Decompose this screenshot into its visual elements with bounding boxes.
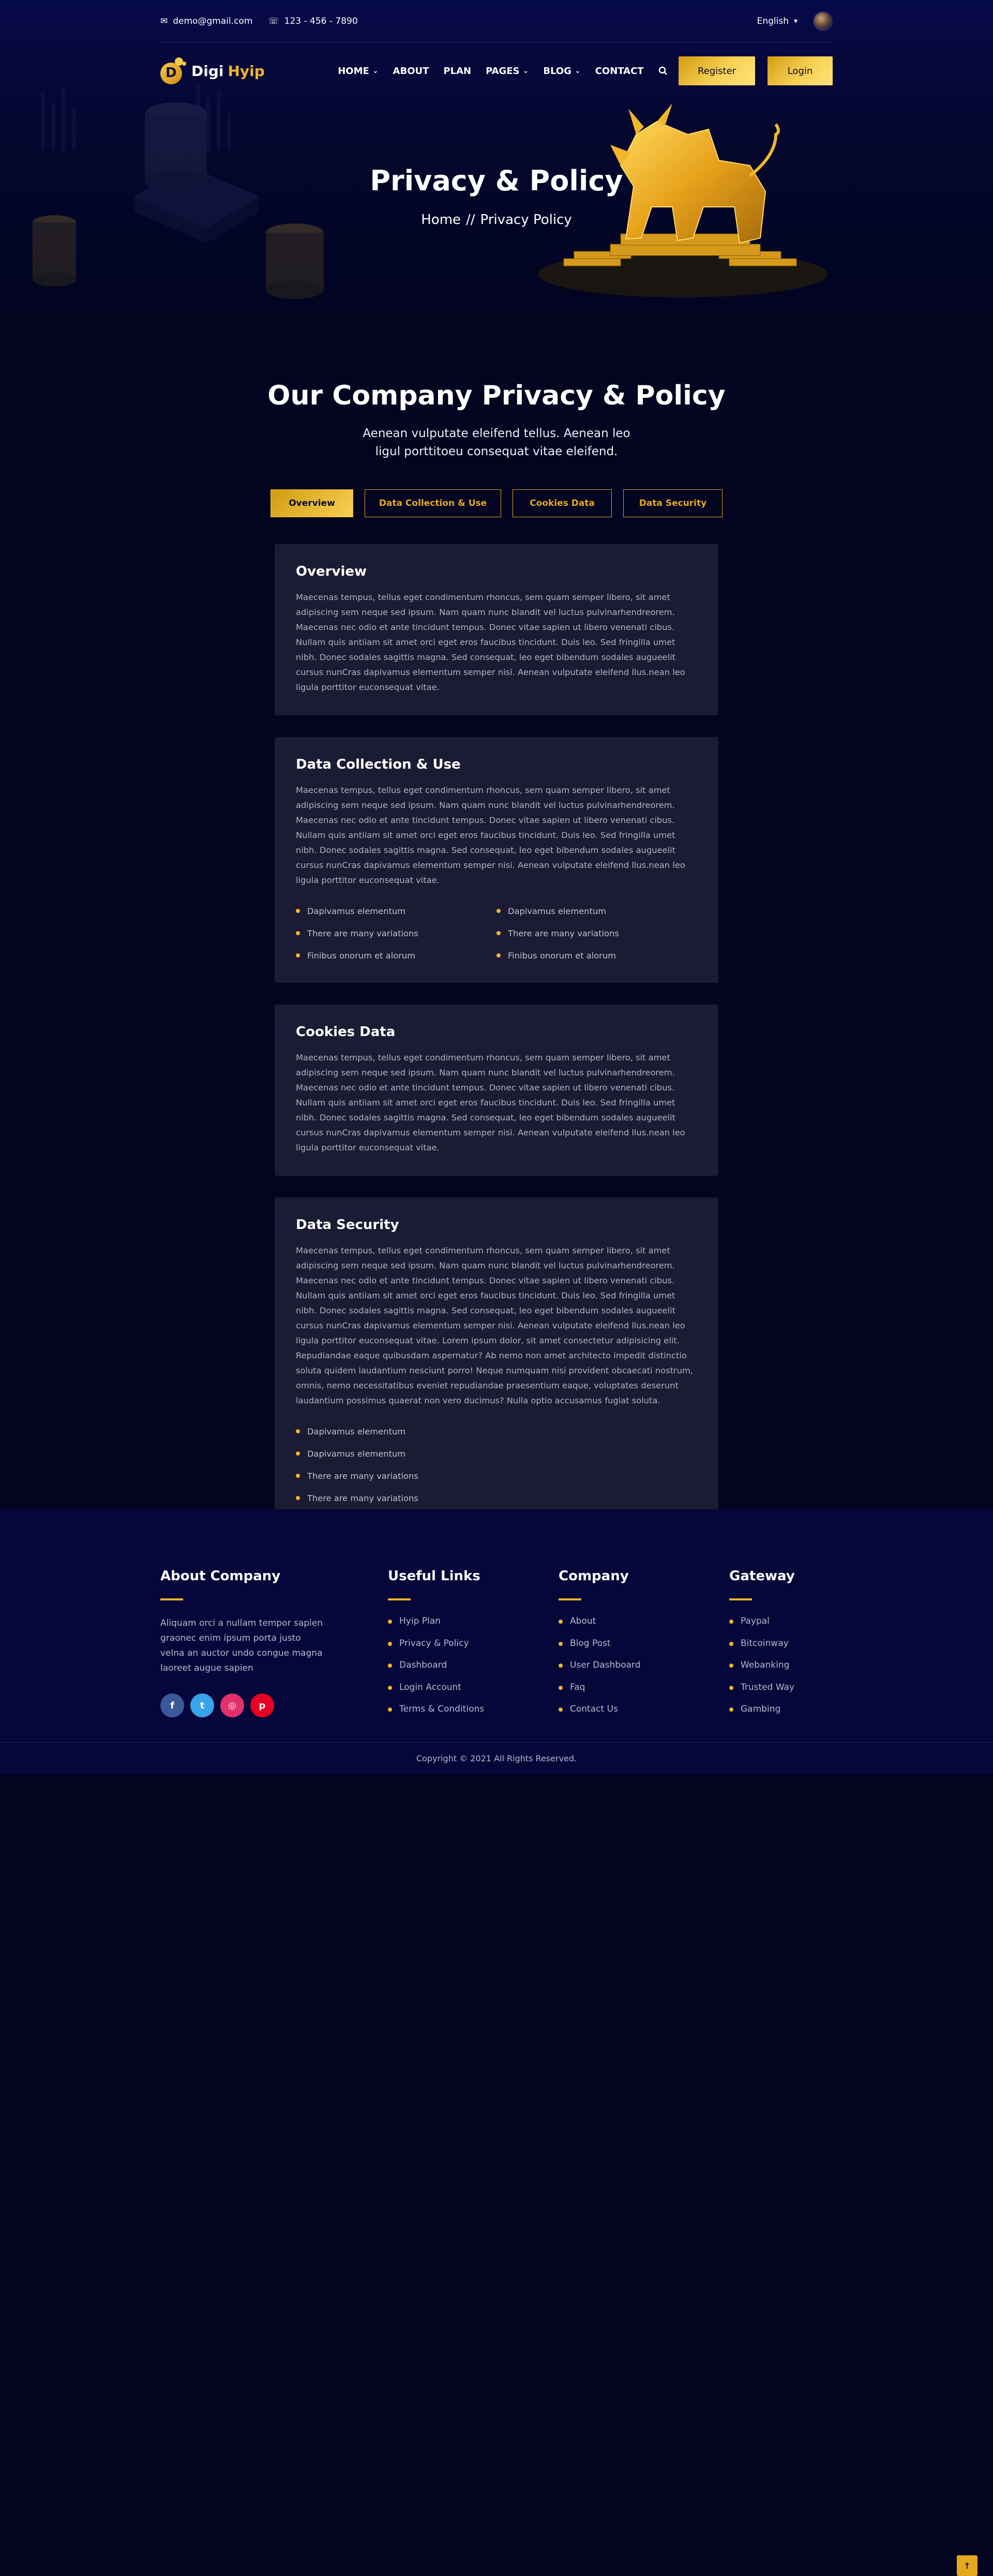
page-title: Privacy & Policy (370, 164, 623, 197)
search-icon[interactable] (658, 66, 668, 76)
footer-about (160, 1568, 388, 1726)
footer-company (559, 1568, 729, 1726)
chevron-down-icon: ▾ (793, 17, 798, 25)
footer-link[interactable]: User Dashboard (559, 1660, 729, 1682)
footer-link[interactable]: Gambing (729, 1704, 833, 1726)
footer-link[interactable]: Paypal (729, 1616, 833, 1638)
tab-data-collection[interactable]: Data Collection & Use (365, 489, 501, 517)
email-text: demo@gmail.com (173, 16, 253, 26)
footer-about-title: About Company (160, 1568, 281, 1584)
site-footer (0, 1509, 993, 2571)
footer-link[interactable]: Trusted Way (729, 1682, 833, 1704)
logo-text-a: Digi (191, 62, 224, 80)
tab-overview[interactable]: Overview (270, 489, 353, 517)
security-list (296, 1425, 698, 1505)
list-item: There are many variations (296, 1469, 698, 1482)
language-select[interactable] (757, 16, 798, 26)
copyright: Copyright © 2021 All Rights Reserved. (0, 1742, 993, 1774)
facebook-icon[interactable]: f (160, 1694, 184, 1717)
footer-link[interactable]: Terms & Conditions (388, 1704, 559, 1726)
footer-link[interactable]: Login Account (388, 1682, 559, 1704)
privacy-section (0, 321, 993, 1525)
footer-link[interactable]: Blog Post (559, 1638, 729, 1660)
email-contact[interactable] (160, 16, 252, 26)
golden-bull-illustration (533, 103, 833, 310)
twitter-icon[interactable]: t (190, 1694, 214, 1717)
overview-text: Maecenas tempus, tellus eget condimentum rhoncus, sem quam semper libero, sit amet adipiscing sem neque sed ipsum. Nam quam nunc blandit vel luctus pulvinarhendreorem. Maecenas nec odio et ante tincidunt tempus. Donec vitae sapien ut libero venenati cibus. Nullam quis antiiam sit amet orci eget eros faucibus tincidunt. Duis leo. Sed fringilla umet nibh. Donec sodales sagittis magna. Sed consequat, leo eget bibendum sodales augueelit cursus nunCras dapivamus elementum semper nisi. Aenean vulputate eleifend llus.nean leo ligula porttitor euconsequat vitae. (296, 592, 685, 692)
cookies-card (275, 1005, 718, 1176)
tab-cookies-data[interactable]: Cookies Data (513, 489, 612, 517)
social-links (160, 1694, 388, 1717)
breadcrumb (0, 212, 993, 228)
mail-icon: ✉ (160, 16, 168, 26)
security-card (275, 1197, 718, 1525)
policy-tabs (0, 489, 993, 517)
list-item: There are many variations (496, 926, 697, 940)
nav-menu (338, 66, 667, 77)
list-item: Dapivamus elementum (296, 904, 496, 918)
breadcrumb-current: Privacy Policy (480, 212, 572, 228)
footer-link[interactable]: Dashboard (388, 1660, 559, 1682)
pinterest-icon[interactable]: p (250, 1694, 274, 1717)
footer-gateway-title: Gateway (729, 1568, 795, 1584)
hero-section (0, 0, 993, 321)
chevron-down-icon: ⌄ (574, 67, 581, 75)
footer-gateway (729, 1568, 833, 1726)
footer-link[interactable]: Contact Us (559, 1704, 729, 1726)
footer-link[interactable]: Faq (559, 1682, 729, 1704)
nav-plan[interactable]: PLAN (443, 65, 472, 77)
data-collection-title: Data Collection & Use (296, 757, 461, 772)
footer-company-title: Company (559, 1568, 629, 1584)
logo-text-b: Hyip (228, 62, 265, 80)
footer-useful-title: Useful Links (388, 1568, 480, 1584)
chevron-down-icon: ⌄ (372, 67, 379, 75)
footer-link[interactable]: Hyip Plan (388, 1616, 559, 1638)
phone-contact[interactable] (268, 16, 357, 26)
security-title: Data Security (296, 1217, 399, 1233)
avatar[interactable] (813, 11, 833, 31)
nav-blog[interactable]: BLOG ⌄ (543, 65, 581, 77)
breadcrumb-separator: // (466, 212, 475, 228)
breadcrumb-home[interactable]: Home (421, 212, 461, 228)
phone-text: 123 - 456 - 7890 (284, 16, 358, 26)
list-item: Dapivamus elementum (296, 1447, 698, 1460)
section-title: Our Company Privacy & Policy (267, 380, 726, 411)
section-subtitle: Aenean vulputate eleifend tellus. Aenean leo ligul porttitoeu consequat vitae eleifend. (363, 427, 630, 458)
footer-link[interactable]: Webanking (729, 1660, 833, 1682)
list-item: There are many variations (296, 1491, 698, 1505)
instagram-icon[interactable]: ◎ (220, 1694, 244, 1717)
register-button[interactable]: Register (679, 56, 755, 85)
list-item: Dapivamus elementum (496, 904, 697, 918)
phone-icon: ☏ (268, 16, 279, 26)
list-item: Dapivamus elementum (296, 1425, 698, 1438)
nav-home[interactable]: HOME ⌄ (338, 65, 379, 77)
footer-link[interactable]: Privacy & Policy (388, 1638, 559, 1660)
arrow-up-icon: ↑ (964, 2560, 971, 2571)
top-bar (160, 0, 833, 42)
data-collection-list (296, 904, 698, 962)
nav-pages[interactable]: PAGES ⌄ (486, 65, 529, 77)
scroll-to-top-button[interactable] (957, 2555, 977, 2576)
language-label: English (757, 16, 789, 26)
overview-card (275, 544, 718, 715)
cookies-text: Maecenas tempus, tellus eget condimentum rhoncus, sem quam semper libero, sit amet adipiscing sem neque sed ipsum. Nam quam nunc blandit vel luctus pulvinarhendreorem. Maecenas nec odio et ante tincidunt tempus. Donec vitae sapien ut libero venenati cibus. Nullam quis antiiam sit amet orci eget eros faucibus tincidunt. Duis leo. Sed fringilla umet nibh. Donec sodales sagittis magna. Sed consequat, leo eget bibendum sodales augueelit cursus nunCras dapivamus elementum semper nisi. Aenean vulputate eleifend llus.nean leo ligula porttitor euconsequat vitae. (296, 1053, 685, 1152)
list-item: Finibus onorum et alorum (496, 949, 697, 962)
footer-useful-links (388, 1568, 559, 1726)
logo-icon: D (160, 57, 187, 84)
security-text: Maecenas tempus, tellus eget condimentum rhoncus, sem quam semper libero, sit amet adipiscing sem neque sed ipsum. Nam quam nunc blandit vel luctus pulvinarhendreorem. Maecenas nec odio et ante tincidunt tempus. Donec vitae sapien ut libero venenati cibus. Nullam quis antiiam sit amet orci eget eros faucibus tincidunt. Duis leo. Sed fringilla umet nibh. Donec sodales sagittis magna. Sed consequat, leo eget bibendum sodales augueelit cursus nunCras dapivamus elementum semper nisi. Aenean vulputate eleifend llus.nean leo ligula porttitor euconsequat vitae. Lorem ipsum dolor, sit amet consectetur adipisicing elit. Repudiandae eaque quibusdam aspernatur? Ab nemo non amet architecto impedit distinctio soluta quidem laudantium nesciunt porro! Neque numquam nisi provident obcaecati nostrum, omnis, nemo necessitatibus eveniet repudiandae praesentium eaque, voluptates deserunt laudantium possimus quaerat non vero ducimus? Nulla optio accusamus fugiat soluta. (296, 1246, 693, 1405)
tab-data-security[interactable]: Data Security (623, 489, 723, 517)
footer-link[interactable]: Bitcoinway (729, 1638, 833, 1660)
data-collection-text: Maecenas tempus, tellus eget condimentum rhoncus, sem quam semper libero, sit amet adipiscing sem neque sed ipsum. Nam quam nunc blandit vel luctus pulvinarhendreorem. Maecenas nec odio et ante tincidunt tempus. Donec vitae sapien ut libero venenati cibus. Nullam quis antiiam sit amet orci eget eros faucibus tincidunt. Duis leo. Sed fringilla umet nibh. Donec sodales sagittis magna. Sed consequat, leo eget bibendum sodales augueelit cursus nunCras dapivamus elementum semper nisi. Aenean vulputate eleifend llus.nean leo ligula porttitor euconsequat vitae. (296, 785, 685, 885)
chevron-down-icon: ⌄ (522, 67, 529, 75)
list-item: There are many variations (296, 926, 496, 940)
footer-about-text: Aliquam orci a nullam tempor sapien graonec enim ipsum porta justo velna an auctor undo congue magna laoreet augue sapien (160, 1618, 323, 1673)
cookies-title: Cookies Data (296, 1024, 396, 1040)
main-navbar (160, 42, 833, 99)
overview-title: Overview (296, 564, 367, 579)
nav-contact[interactable]: CONTACT (595, 65, 644, 77)
data-collection-card (275, 737, 718, 983)
nav-about[interactable]: ABOUT (393, 65, 429, 77)
list-item: Finibus onorum et alorum (296, 949, 496, 962)
site-logo[interactable] (160, 57, 265, 84)
footer-link[interactable]: About (559, 1616, 729, 1638)
login-button[interactable]: Login (768, 56, 833, 85)
